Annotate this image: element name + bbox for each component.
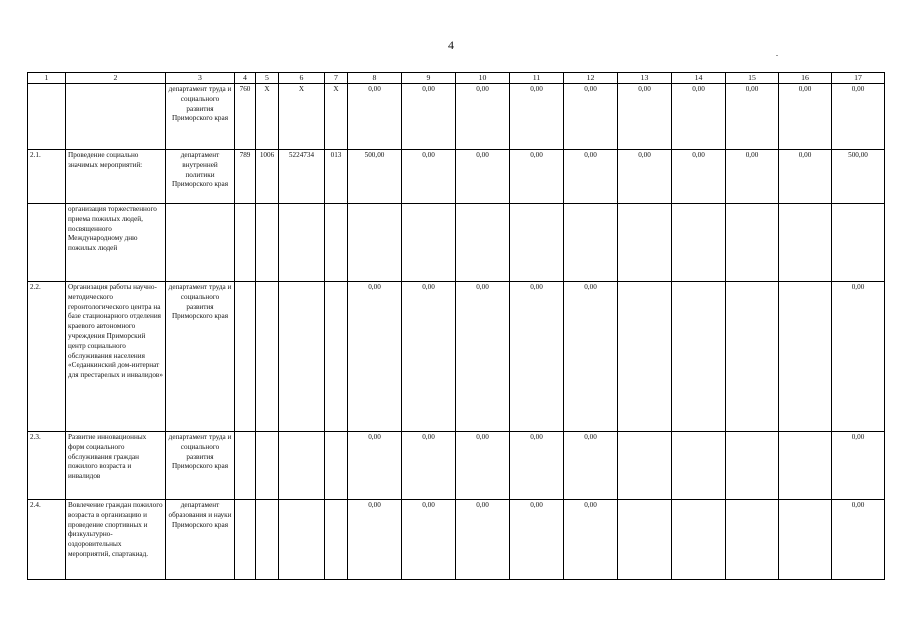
cell-col-12 (564, 204, 618, 282)
header-cell-2: 2 (66, 73, 166, 84)
table-row (28, 500, 885, 580)
cell-col-15 (726, 204, 779, 282)
cell-col-3 (166, 204, 235, 282)
cell-col-3: департамент труда и социального развития Приморского края (166, 432, 235, 500)
cell-col-2: Развитие инновационных форм социального обслуживания граждан пожилого возраста и инвалидов (66, 432, 166, 500)
cell-col-12: 0,00 (564, 150, 618, 204)
cell-col-14: 0,00 (672, 84, 726, 150)
cell-col-7: 013 (325, 150, 348, 204)
cell-col-5 (256, 282, 279, 432)
cell-col-6 (279, 500, 325, 580)
cell-col-3: департамент образования и науки Приморского края (166, 500, 235, 580)
table-row (28, 432, 885, 500)
cell-col-7 (325, 204, 348, 282)
cell-col-8: 0,00 (348, 500, 402, 580)
cell-col-11: 0,00 (510, 84, 564, 150)
cell-col-8 (348, 204, 402, 282)
cell-col-14 (672, 432, 726, 500)
cell-col-10: 0,00 (456, 500, 510, 580)
cell-col-1: 2.1. (28, 150, 66, 204)
cell-col-13 (618, 204, 672, 282)
cell-col-9: 0,00 (402, 84, 456, 150)
cell-col-10: 0,00 (456, 282, 510, 432)
cell-col-14 (672, 500, 726, 580)
cell-col-7 (325, 432, 348, 500)
cell-col-1 (28, 204, 66, 282)
cell-col-3: департамент внутренней политики Приморского края (166, 150, 235, 204)
cell-col-7 (325, 500, 348, 580)
cell-col-6: 5224734 (279, 150, 325, 204)
header-cell-7: 7 (325, 73, 348, 84)
cell-col-15 (726, 432, 779, 500)
header-cell-12: 12 (564, 73, 618, 84)
cell-col-11 (510, 204, 564, 282)
cell-col-13: 0,00 (618, 150, 672, 204)
header-cell-10: 10 (456, 73, 510, 84)
header-cell-15: 15 (726, 73, 779, 84)
cell-col-17: 0,00 (832, 84, 885, 150)
table-row (28, 204, 885, 282)
cell-col-17: 0,00 (832, 282, 885, 432)
cell-col-11: 0,00 (510, 432, 564, 500)
cell-col-9: 0,00 (402, 432, 456, 500)
cell-col-14 (672, 204, 726, 282)
cell-col-1: 2.2. (28, 282, 66, 432)
header-cell-13: 13 (618, 73, 672, 84)
cell-col-5: 1006 (256, 150, 279, 204)
cell-col-5 (256, 500, 279, 580)
cell-col-8: 500,00 (348, 150, 402, 204)
cell-col-16: 0,00 (779, 150, 832, 204)
table-row (28, 150, 885, 204)
cell-col-12: 0,00 (564, 500, 618, 580)
cell-col-10: 0,00 (456, 150, 510, 204)
scan-mark (776, 55, 778, 56)
cell-col-9: 0,00 (402, 500, 456, 580)
cell-col-17: 500,00 (832, 150, 885, 204)
cell-col-13 (618, 500, 672, 580)
cell-col-2: организация торжественного приема пожилых людей, посвященного Международному дню пожилых людей (66, 204, 166, 282)
cell-col-9: 0,00 (402, 282, 456, 432)
cell-col-17: 0,00 (832, 432, 885, 500)
cell-col-4: 789 (235, 150, 256, 204)
cell-col-9 (402, 204, 456, 282)
header-cell-5: 5 (256, 73, 279, 84)
cell-col-2: Организация работы научно-методического геронтологического центра на базе стационарного отделения краевого автономного учреждения Приморский центр социального обслуживания населения «Седанкинский дом-интернат для престарелых и инвалидов» (66, 282, 166, 432)
cell-col-8: 0,00 (348, 282, 402, 432)
cell-col-2: Проведение социально значимых мероприятий: (66, 150, 166, 204)
cell-col-16 (779, 282, 832, 432)
cell-col-7 (325, 282, 348, 432)
cell-col-16: 0,00 (779, 84, 832, 150)
cell-col-8: 0,00 (348, 84, 402, 150)
cell-col-11: 0,00 (510, 500, 564, 580)
cell-col-3: департамент труда и социального развития Приморского края (166, 84, 235, 150)
cell-col-4 (235, 500, 256, 580)
header-cell-14: 14 (672, 73, 726, 84)
header-cell-4: 4 (235, 73, 256, 84)
cell-col-11: 0,00 (510, 282, 564, 432)
cell-col-12: 0,00 (564, 432, 618, 500)
cell-col-6 (279, 282, 325, 432)
cell-col-5 (256, 204, 279, 282)
cell-col-2 (66, 84, 166, 150)
cell-col-14 (672, 282, 726, 432)
cell-col-16 (779, 204, 832, 282)
cell-col-13 (618, 282, 672, 432)
header-cell-17: 17 (832, 73, 885, 84)
cell-col-5: X (256, 84, 279, 150)
cell-col-4 (235, 204, 256, 282)
cell-col-12: 0,00 (564, 282, 618, 432)
cell-col-15: 0,00 (726, 150, 779, 204)
table-row (28, 282, 885, 432)
cell-col-6 (279, 204, 325, 282)
cell-col-13 (618, 432, 672, 500)
cell-col-1: 2.4. (28, 500, 66, 580)
cell-col-10 (456, 204, 510, 282)
cell-col-16 (779, 500, 832, 580)
cell-col-6: X (279, 84, 325, 150)
cell-col-13: 0,00 (618, 84, 672, 150)
cell-col-17 (832, 204, 885, 282)
cell-col-12: 0,00 (564, 84, 618, 150)
header-cell-8: 8 (348, 73, 402, 84)
cell-col-14: 0,00 (672, 150, 726, 204)
cell-col-3: департамент труда и социального развития Приморского края (166, 282, 235, 432)
budget-table (27, 72, 885, 580)
header-cell-1: 1 (28, 73, 66, 84)
cell-col-5 (256, 432, 279, 500)
header-cell-6: 6 (279, 73, 325, 84)
cell-col-17: 0,00 (832, 500, 885, 580)
cell-col-4 (235, 282, 256, 432)
cell-col-9: 0,00 (402, 150, 456, 204)
header-row (28, 73, 885, 84)
cell-col-2: Вовлечение граждан пожилого возраста в организацию и проведение спортивных и физкультурно-оздоровительных мероприятий, спартакиад. (66, 500, 166, 580)
page-number: 4 (448, 38, 454, 52)
header-cell-11: 11 (510, 73, 564, 84)
cell-col-8: 0,00 (348, 432, 402, 500)
cell-col-1 (28, 84, 66, 150)
cell-col-15: 0,00 (726, 84, 779, 150)
cell-col-10: 0,00 (456, 84, 510, 150)
cell-col-6 (279, 432, 325, 500)
header-cell-16: 16 (779, 73, 832, 84)
cell-col-15 (726, 500, 779, 580)
cell-col-10: 0,00 (456, 432, 510, 500)
cell-col-7: X (325, 84, 348, 150)
cell-col-4 (235, 432, 256, 500)
cell-col-16 (779, 432, 832, 500)
header-cell-3: 3 (166, 73, 235, 84)
table-row (28, 84, 885, 150)
cell-col-15 (726, 282, 779, 432)
cell-col-11: 0,00 (510, 150, 564, 204)
cell-col-1: 2.3. (28, 432, 66, 500)
header-cell-9: 9 (402, 73, 456, 84)
cell-col-4: 760 (235, 84, 256, 150)
